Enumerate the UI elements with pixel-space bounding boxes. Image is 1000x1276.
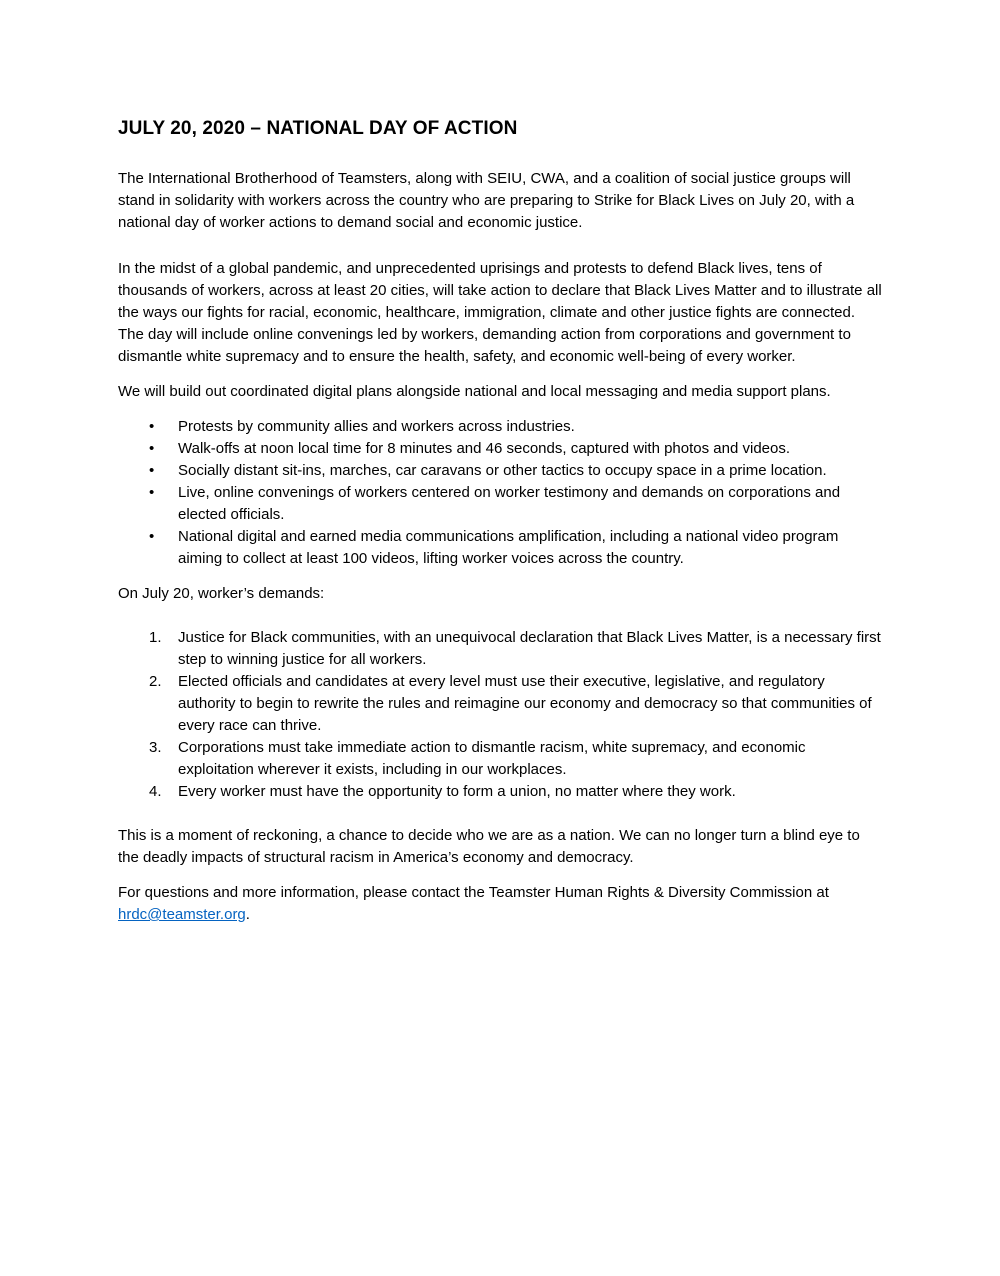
bullet-icon: • xyxy=(149,528,155,545)
action-bullet-list xyxy=(118,416,882,570)
demands-heading: On July 20, worker’s demands: xyxy=(118,585,325,602)
list-item xyxy=(118,781,882,803)
list-item xyxy=(118,526,882,570)
document-title: JULY 20, 2020 – NATIONAL DAY OF ACTION xyxy=(118,118,518,139)
bullet-text: Socially distant sit-ins, marches, car caravans or other tactics to occupy space in a prime location. xyxy=(178,462,827,479)
demand-text: Every worker must have the opportunity to form a union, no matter where they work. xyxy=(178,783,736,800)
bullet-text: National digital and earned media communications amplification, including a national video program aiming to collect at least 100 videos, lifting worker voices across the country. xyxy=(178,528,839,567)
list-number: 4. xyxy=(149,783,162,800)
list-number: 1. xyxy=(149,629,162,646)
bullet-icon: • xyxy=(149,484,155,501)
list-item xyxy=(118,671,882,737)
bullet-icon: • xyxy=(149,462,155,479)
list-item xyxy=(118,460,882,482)
list-item xyxy=(118,416,882,438)
list-item xyxy=(118,438,882,460)
bullet-icon: • xyxy=(149,418,155,435)
contact-paragraph xyxy=(118,882,882,926)
bullet-text: Protests by community allies and workers across industries. xyxy=(178,418,575,435)
pandemic-paragraph: In the midst of a global pandemic, and unprecedented uprisings and protests to defend Black lives, tens of thousands of workers, across at least 20 cities, will take action to declare that Black Lives Matter and to illustrate all the ways our fights for racial, economic, healthcare, immigration, climate and other justice fights are connected. The day will include online convenings led by workers, demanding action from corporations and government to dismantle white supremacy and to ensure the health, safety, and economic well-being of every worker. xyxy=(118,260,882,365)
demand-text: Elected officials and candidates at every level must use their executive, legislative, and regulatory authority to begin to rewrite the rules and reimagine our economy and democracy so that communities of every race can thrive. xyxy=(178,673,872,734)
list-number: 3. xyxy=(149,739,162,756)
bullet-text: Live, online convenings of workers centered on worker testimony and demands on corporations and elected officials. xyxy=(178,484,841,523)
contact-email-link[interactable]: hrdc@teamster.org xyxy=(118,906,246,923)
list-item xyxy=(118,737,882,781)
bullet-icon: • xyxy=(149,440,155,457)
contact-text-before: For questions and more information, please contact the Teamster Human Rights & Diversity Commission at xyxy=(118,884,829,901)
contact-text-after: . xyxy=(245,906,250,923)
demands-numbered-list xyxy=(118,627,882,803)
list-number: 2. xyxy=(149,673,162,690)
reckoning-paragraph: This is a moment of reckoning, a chance to decide who we are as a nation. We can no longer turn a blind eye to the deadly impacts of structural racism in America’s economy and democracy. xyxy=(118,827,860,866)
bullet-text: Walk-offs at noon local time for 8 minutes and 46 seconds, captured with photos and videos. xyxy=(178,440,791,457)
list-item xyxy=(118,627,882,671)
demand-text: Justice for Black communities, with an unequivocal declaration that Black Lives Matter, is a necessary first step to winning justice for all workers. xyxy=(178,629,881,668)
list-item xyxy=(118,482,882,526)
demand-text: Corporations must take immediate action to dismantle racism, white supremacy, and economic exploitation wherever it exists, including in our workplaces. xyxy=(178,739,806,778)
digital-plans-paragraph: We will build out coordinated digital plans alongside national and local messaging and media support plans. xyxy=(118,383,831,400)
intro-paragraph: The International Brotherhood of Teamsters, along with SEIU, CWA, and a coalition of social justice groups will stand in solidarity with workers across the country who are preparing to Strike for Black Lives on July 20, with a national day of worker actions to demand social and economic justice. xyxy=(118,170,855,231)
